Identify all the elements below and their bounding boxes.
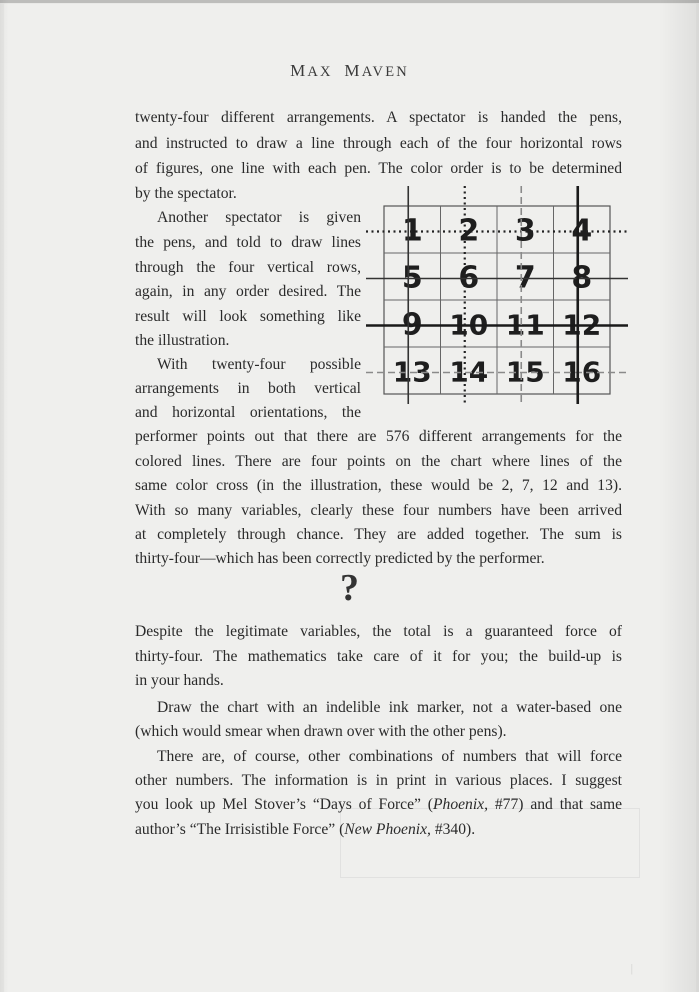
page-corner-mark: | bbox=[630, 961, 633, 975]
bleed-through-ghost bbox=[340, 808, 640, 878]
grid-number: 3 bbox=[514, 213, 536, 249]
text-line: twenty-four different arrangements. A spectator is handed the pens, bbox=[135, 109, 622, 126]
text-line: Draw the chart with an indelible ink marker, not a water-based one bbox=[157, 699, 622, 716]
citation-journal: Phoenix, bbox=[433, 796, 489, 813]
citation-text: you look up Mel Stover’s “Days of Force” ( bbox=[135, 796, 434, 813]
grid-number: 2 bbox=[458, 213, 480, 249]
running-head-second-rest: AVEN bbox=[361, 64, 409, 80]
text-line: Despite the legitimate variables, the total is a guaranteed force of bbox=[135, 623, 622, 640]
citation-text: #77) and that same bbox=[488, 796, 622, 813]
text-line: Another spectator is given bbox=[157, 209, 361, 226]
text-line: With twenty-four possible bbox=[157, 356, 361, 373]
grid-number: 5 bbox=[401, 260, 423, 296]
grid-number: 11 bbox=[505, 308, 545, 342]
text-line: again, in any order desired. The bbox=[135, 283, 361, 300]
grid-number: 7 bbox=[514, 260, 536, 296]
grid-number: 10 bbox=[449, 308, 489, 342]
text-line: performer points out that there are 576 different arrangements for the bbox=[135, 428, 622, 445]
running-head-first-initial: M bbox=[290, 61, 308, 80]
text-line: With so many variables, clearly these four numbers have been arrived bbox=[135, 502, 622, 519]
text-line: There are, of course, other combinations of numbers that will force bbox=[157, 748, 622, 765]
grid-number: 13 bbox=[392, 355, 432, 389]
text-line: and horizontal orientations, the bbox=[135, 404, 361, 421]
text-line: through the four vertical rows, bbox=[135, 259, 361, 276]
grid-number: 14 bbox=[449, 355, 489, 389]
ghost-frame bbox=[340, 808, 640, 878]
text-line: of figures, one line with each pen. The color order is to be determined bbox=[135, 160, 622, 177]
text-line: thirty-four—which has been correctly predicted by the performer. bbox=[135, 550, 545, 567]
grid-number: 16 bbox=[562, 355, 602, 389]
text-line: by the spectator. bbox=[135, 185, 237, 202]
grid-number: 15 bbox=[505, 355, 545, 389]
grid-number: 4 bbox=[571, 213, 593, 249]
text-line: colored lines. There are four points on the chart where lines of the bbox=[135, 453, 622, 470]
text-line: thirty-four. The mathematics take care of it for you; the build-up is bbox=[135, 648, 622, 665]
text-line: arrangements in both vertical bbox=[135, 380, 361, 397]
running-head-second-initial: M bbox=[344, 61, 362, 80]
text-line: same color cross (in the illustration, these would be 2, 7, 12 and 13). bbox=[135, 477, 622, 494]
text-line: the pens, and told to draw lines bbox=[135, 234, 361, 251]
text-line: in your hands. bbox=[135, 672, 224, 689]
text-line: at completely through chance. They are added together. The sum is bbox=[135, 526, 622, 543]
text-line: and instructed to draw a line through each of the four horizontal rows bbox=[135, 135, 622, 152]
text-line: other numbers. The information is in print in various places. I suggest bbox=[135, 772, 622, 789]
page-shadow-right bbox=[659, 0, 699, 992]
citation-text: #340). bbox=[430, 821, 476, 838]
grid-number: 12 bbox=[562, 308, 602, 342]
text-line: result will look something like bbox=[135, 308, 361, 325]
grid-number: 1 bbox=[401, 213, 423, 249]
section-divider-question-mark: ? bbox=[340, 567, 359, 609]
grid-number: 9 bbox=[401, 307, 423, 343]
text-line: (which would smear when drawn over with the other pens). bbox=[135, 723, 507, 740]
grid-number: 6 bbox=[458, 260, 480, 296]
running-head bbox=[0, 61, 699, 81]
grid-number: 8 bbox=[571, 260, 593, 296]
text-line: the illustration. bbox=[135, 332, 230, 349]
running-head-first-rest: AX bbox=[307, 64, 333, 80]
page-shadow-left bbox=[0, 0, 8, 992]
citation-text: author’s “The Irrisistible Force” ( bbox=[135, 821, 345, 838]
number-grid-illustration bbox=[366, 186, 630, 418]
scan-edge bbox=[0, 0, 699, 3]
citation-journal: New Phoenix, bbox=[344, 821, 431, 838]
